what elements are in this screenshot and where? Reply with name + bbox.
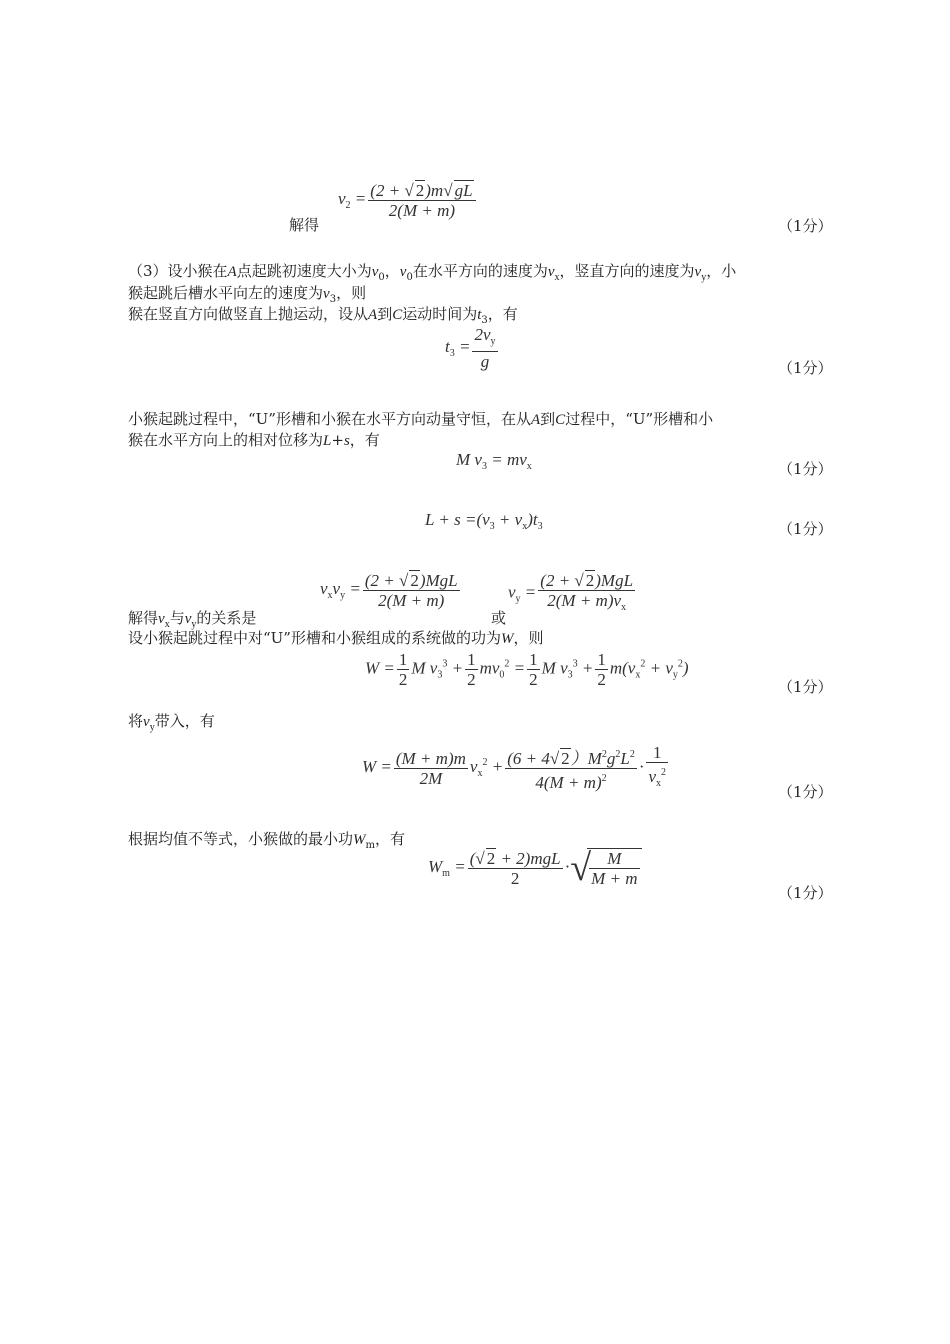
equation-vxvy: $v_xv_y$ = $\frac{\text{(2 + √ 2)MgL}}{2(M + m)}$ [320,571,458,610]
part3-line-2: 猴起跳后槽水平向左的速度为$v_3$，则 [128,284,367,305]
equation-work-vx: W = $\frac{(M + m)m}{2M}$ $v_x^2$ + $\frac{(6 + 4√ 2)M^2g^2L^2}{4(M + m)^2}$ · $\frac{1}{v_x^2}$ [362,743,667,792]
equation-v2: $v_2$ = $\frac{(2 + √ 2)m√ gL}{2(M + m)}$ [338,180,478,220]
equation-displacement: $L + s =(v_3 + v_x)t_3$ [425,510,543,532]
score-mark: （1分） [778,783,833,801]
work-intro: 设小猴起跳过程中对“U”形槽和小猴组成的系统做的功为W，则 [128,629,544,647]
score-mark: （1分） [778,460,833,478]
equation-t3: $t_3$ = $\frac{2v_y}{g}$ [445,325,496,371]
score-mark: （1分） [778,217,833,235]
substitute-text: 将$v_y$带入，有 [128,712,215,733]
solve-label: 解得 [289,216,320,234]
momentum-line-2: 猴在水平方向上的相对位移为L+s，有 [128,431,380,449]
equation-momentum: M $v_3 = mv_x$ [456,450,532,472]
part3-line-1: （3）设小猴在A点起跳初速度大小为$v_0$，$v_0$在水平方向的速度为$v_x$，竖直方向的速度为$v_y$，小 [128,262,737,283]
or-label: 或 [491,609,507,627]
equation-wmin: $W_m$ = $\frac{\text{(√ 2 + 2)mgL}}{2}$ ·√ $\frac{M}{M + m}$ [428,848,642,888]
score-mark: （1分） [778,678,833,696]
part3-line-3: 猴在竖直方向做竖直上抛运动，设从A到C运动时间为$t_3$，有 [128,305,518,326]
equation-work: W = $\frac{1}{2}$ M $v_3^3$ + $\frac{1}{2}$ $mv_0^2$ = $\frac{1}{2}$ M $v_3^3$ + $\frac{1}{2}$ $m(v_x^2 + v_y^2)$ [365,650,689,689]
amgm-text: 根据均值不等式，小猴做的最小功$W_m$，有 [128,830,406,851]
momentum-line-1: 小猴起跳过程中，“U”形槽和小猴在水平方向动量守恒，在从A到C过程中，“U”形槽和小 [128,410,714,428]
score-mark: （1分） [778,884,833,902]
relation-text: 解得$v_x$与$v_y$的关系是 [128,609,257,630]
score-mark: （1分） [778,359,833,377]
score-mark: （1分） [778,520,833,538]
equation-vy: $v_y$ = $\frac{\text{(2 + √ 2)MgL}}{2(M + m)v_x}$ [508,571,634,613]
